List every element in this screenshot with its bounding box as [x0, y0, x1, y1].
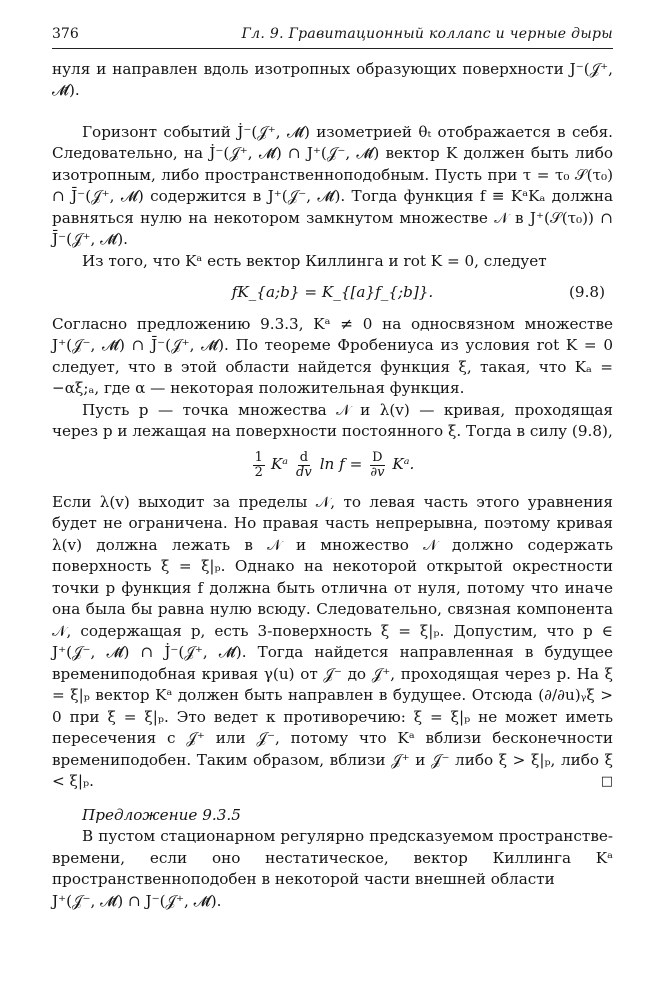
proposition-title: Предложение 9.3.5	[82, 805, 241, 824]
fraction-D-dv-den: ∂v	[370, 464, 385, 480]
equation-2-k1: Kᵃ	[270, 455, 289, 474]
paragraph-4: Согласно предложению 9.3.3, Kᵃ ≠ 0 на односвязном множестве J⁺(𝒥⁻, 𝓜̄) ∩ J̄⁻(𝒥⁺, 𝓜̄). По теореме Фробениуса из условия rot K = 0 следует, что в этой области найдется функция ξ, такая, что Kₐ = −αξ;ₐ, где α — некоторая положительная функция.	[52, 314, 613, 397]
equation-2-k2: Kᵃ.	[392, 455, 415, 474]
paragraph-5: Пусть p — точка множества 𝒩 и λ(v) — кривая, проходящая через p и лежащая на поверхности постоянного ξ. Тогда в силу (9.8),	[52, 400, 613, 440]
equation-9-8-body: fK_{a;b} = K_{[a}f_{;b]}.	[231, 283, 434, 301]
paragraph-8: J⁺(𝒥⁻, 𝓜̄) ∩ J⁻(𝒥⁺, 𝓜̄).	[52, 891, 222, 910]
chapter-title: Гл. 9. Гравитационный коллапс и черные дыры	[241, 26, 613, 42]
fraction-d-dv-den: dv	[296, 464, 312, 480]
fraction-D-dv-num: D	[372, 449, 383, 465]
equation-9-8	[52, 282, 613, 304]
fraction-d-dv-num: d	[299, 449, 309, 465]
paragraph-2: Горизонт событий J̇⁻(𝒥⁺, 𝓜̄) изометрией θₜ отображается в себя. Следовательно, на J̇⁻(𝒥⁺, 𝓜̄) ∩ J⁺(𝒥⁻, 𝓜̄) вектор K должен быть либо изотропным, либо пространственноподобным. Пусть при τ = τ₀ 𝒮(τ₀) ∩ J̄⁻(𝒥⁺, 𝓜) содержится в J⁺(𝒥⁻, 𝓜̄). Тогда функция f ≡ KᵃKₐ должна равняться нулю на некотором замкнутом множестве 𝒩 в J⁺(𝒮(τ₀)) ∩ J̄⁻(𝒥⁺, 𝓜̄).	[52, 122, 613, 248]
fraction-d-dv	[294, 451, 314, 480]
fraction-half-den: 2	[254, 464, 263, 480]
page	[52, 24, 613, 912]
equation-2	[52, 451, 613, 480]
equation-9-8-label: (9.8)	[568, 283, 605, 301]
fraction-D-dv	[368, 451, 386, 480]
equation-2-mid: ln f =	[319, 455, 363, 474]
paragraph-6	[52, 492, 613, 793]
paragraph-7: В пустом стационарном регулярно предсказуемом пространстве-времени, если оно нестатическое, вектор Киллинга Kᵃ пространственноподобен в некоторой части внешней области	[52, 827, 613, 888]
page-number: 376	[52, 26, 79, 42]
fraction-half-num: 1	[254, 449, 263, 465]
running-head	[52, 24, 613, 49]
paragraph-6-text: Если λ(v) выходит за пределы 𝒩, то левая часть этого уравнения будет не ограничена. Но правая часть непрерывна, поэтому кривая λ(v) должна лежать в 𝒩 и множество 𝒩 должно содержать поверхность ξ = ξ|ₚ. Однако на некоторой открытой окрестности точки p функция f должна быть отлична от нуля, потому что иначе она была бы равна нулю всюду. Следовательно, связная компонента 𝒩, содержащая p, есть 3-поверхность ξ = ξ|ₚ. Допустим, что p ∈ J⁺(𝒥⁻, 𝓜̄) ∩ J̇⁻(𝒥⁺, 𝓜̄). Тогда найдется направленная в будущее времениподобная кривая γ(u) от 𝒥⁻ до 𝒥⁺, проходящая через p. На ξ = ξ|ₚ вектор Kᵃ должен быть направлен в будущее. Отсюда (∂/∂u)ᵧξ > 0 при ξ = ξ|ₚ. Это ведет к противоречию: ξ = ξ|ₚ не может иметь пересечения с 𝒥⁺ или 𝒥⁻, потому что Kᵃ вблизи бесконечности времениподобен. Таким образом, вблизи 𝒥⁺ и 𝒥⁻ либо ξ > ξ|ₚ, либо ξ < ξ|ₚ.	[52, 492, 613, 790]
paragraph-3: Из того, что Kᵃ есть вектор Киллинга и rot K = 0, следует	[82, 251, 547, 270]
fraction-half	[253, 451, 265, 480]
qed-symbol: □	[600, 774, 613, 789]
paragraph-1: нуля и направлен вдоль изотропных образующих поверхности J⁻(𝒥⁺, 𝓜̄).	[52, 59, 613, 99]
